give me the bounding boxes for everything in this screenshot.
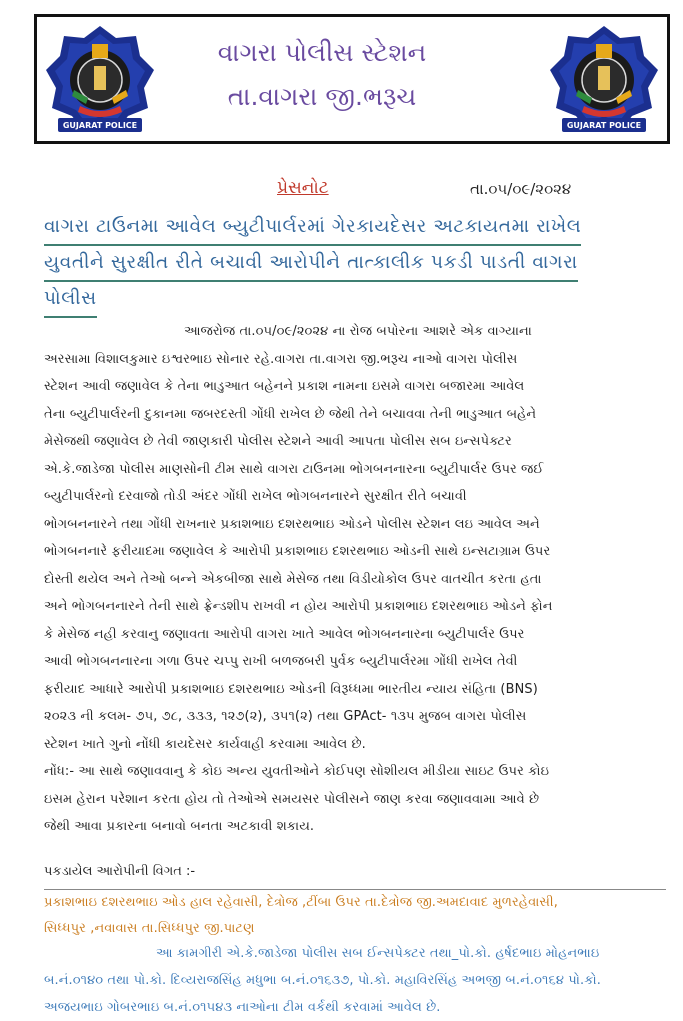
team-credits	[44, 940, 664, 1021]
accused-line: પ્રકાશભાઇ દશરથભાઇ ઓડ હાલ રહેવાસી, દેત્રોજ ,ટીંબા ઉપર તા.દેત્રોજ જી.અમદાવાદ મુળરહેવાસી,	[44, 895, 558, 910]
logo-text-left: GUJARAT POLICE	[62, 121, 138, 130]
station-name: વાગરા પોલીસ સ્ટેશન	[217, 38, 427, 67]
note-line: જેથી આવા પ્રકારના બનાવો બનતા અટકાવી શકાય.	[44, 819, 315, 834]
body-line: આવી ભોગબનનારના ગળા ઉપર ચપ્પુ રાખી બળજબરી પુર્વક બ્યુટીપાર્લરમા ગોંધી રાખેલ તેવી	[44, 654, 518, 669]
headline-line: વાગરા ટાઉનમા આવેલ બ્યુટીપાર્લરમાં ગેરકાયદેસર અટકાયતમા રાખેલ	[44, 210, 581, 246]
gujarat-police-emblem-icon	[44, 24, 156, 136]
body-line: એ.કે.જાડેજા પોલીસ માણસોની ટીમ સાથે વાગરા ટાઉનમા ભોગબનનારના બ્યુટીપાર્લર ઉપર જઈ	[44, 461, 544, 477]
body-line: બ્યુટીપાર્લરનો દરવાજો તોડી અંદર ગોંધી રાખેલ ભોગબનનારને સુરક્ષીત રીતે બચાવી	[44, 489, 467, 504]
body-line: મેસેજથી જણાવેલ છે તેવી જાણકારી પોલીસ સ્ટેશને આવી આપતા પોલીસ સબ ઇન્સપેક્ટર	[44, 434, 512, 449]
body-line: દોસ્તી થયેલ અને તેઓ બન્ને એકબીજા સાથે મેસેજ તથા વિડીયોકોલ ઉપર વાતચીત કરતા હતા	[44, 571, 542, 587]
press-note-label: પ્રેસનોટ	[277, 178, 329, 198]
letterhead	[34, 14, 670, 144]
body-line: સ્ટેશન આવી જણાવેલ કે તેના ભાડુઆત બહેનને પ્રકાશ નામના ઇસમે વાગરા બજારમા આવેલ	[44, 379, 525, 394]
team-line: આ કામગીરી એ.કે.જાડેજા પોલીસ સબ ઈન્સપેક્ટર તથા_પો.કો. હર્ષદભાઇ મોહનભાઇ	[156, 946, 600, 961]
body-line: ૨૦૨૩ ની કલમ- ૭૫, ૭૮, ૩૩૩, ૧૨૭(૨), ૩૫૧(૨) તથા GPAct- ૧૩૫ મુજબ વાગરા પોલીસ	[44, 709, 527, 724]
gujarat-police-emblem-icon	[548, 24, 660, 136]
accused-line: સિધ્ધપુર ,નવાવાસ તા.સિધ્ધપુર જી.પાટણ	[44, 921, 255, 936]
note-line: નોંધ:- આ સાથે જણાવવાનુ કે કોઇ અન્ય યુવતીઓને કોઈપણ સોશીયલ મીડીયા સાઇટ ઉપર કોઇ	[44, 764, 550, 779]
logo-text-right: GUJARAT POLICE	[566, 121, 642, 130]
body-line: ભોગબનનારે ફરીયાદમા જણાવેલ કે આરોપી પ્રકાશભાઇ દશરથભાઇ ઓડની સાથે ઇન્સટાગ્રામ ઉપર	[44, 544, 551, 559]
body-line: અરસામા વિશાલકુમાર ઇશ્વરભાઇ સોનાર રહે.વાગરા તા.વાગરા જી.ભરૂચ નાઓ વાગરા પોલીસ	[44, 351, 518, 367]
headline-line: પોલીસ	[44, 282, 97, 318]
body-line: તેના બ્યુટીપાર્લરની દુકાનમા જબરદસ્તી ગોંધી રાખેલ છે જેથી તેને બચાવવા તેની ભાડુઆત બહેને	[44, 406, 537, 422]
note-line: ઇસમ હેરાન પરેશાન કરતા હોય તો તેઓએ સમયસર પોલીસને જાણ કરવા જણાવવામા આવે છે	[44, 791, 540, 807]
team-line: અજયભાઇ ગોબરભાઇ બ.નં.૦૧૫૪૩ નાઓના ટીમ વર્કથી કરવામાં આવેલ છે.	[44, 1000, 441, 1015]
accused-section-title: પકડાયેલ આરોપીની વિગત :-	[44, 864, 196, 879]
body-line: ભોગબનનારને તથા ગોંધી રાખનાર પ્રકાશભાઇ દશરથભાઇ ઓડને પોલીસ સ્ટેશન લઇ આવેલ અને	[44, 516, 540, 532]
body-line: અને ભોગબનનારને તેની સાથે ફ્રેન્ડશીપ રાખવી ન હોય આરોપી પ્રકાશભાઇ દશરથભાઇ ઓડને ફોન	[44, 599, 553, 614]
headline	[44, 210, 664, 318]
body-line: કે મેસેજ નહી કરવાનુ જણાવતા આરોપી વાગરા ખાતે આવેલ ભોગબનનારના બ્યુટીપાર્લર ઉપર	[44, 626, 525, 642]
headline-line: યુવતીને સુરક્ષીત રીતે બચાવી આરોપીને તાત્કાલીક પકડી પાડતી વાગરા	[44, 246, 578, 282]
station-address: તા.વાગરા જી.ભરૂચ	[227, 82, 417, 111]
body-line: આજરોજ તા.૦૫/૦૯/૨૦૨૪ ના રોજ બપોરના આશરે એક વાગ્યાના	[184, 324, 532, 339]
press-body	[44, 318, 659, 841]
press-date: તા.૦૫/૦૯/૨૦૨૪	[470, 180, 572, 198]
team-line: બ.નં.૦૧૪૦ તથા પો.કો. દિવ્યરાજસિંહ મધુભા બ.નં.૦૧૬૩૭, પો.કો. મહાવિરસિંહ અભજી બ.નં.૦૧૬૪ પો.કો.	[44, 973, 601, 988]
accused-details	[44, 890, 664, 942]
station-title	[172, 21, 472, 137]
press-row	[0, 178, 683, 204]
body-line: સ્ટેશન ખાતે ગુનો નોંધી કાયદેસર કાર્યવાહી કરવામા આવેલ છે.	[44, 736, 366, 752]
body-line: ફરીયાદ આધારે આરોપી પ્રકાશભાઇ દશરથભાઇ ઓડની વિરૂધ્ધમા ભારતીય ન્યાય સંહિતા (BNS)	[44, 681, 538, 697]
